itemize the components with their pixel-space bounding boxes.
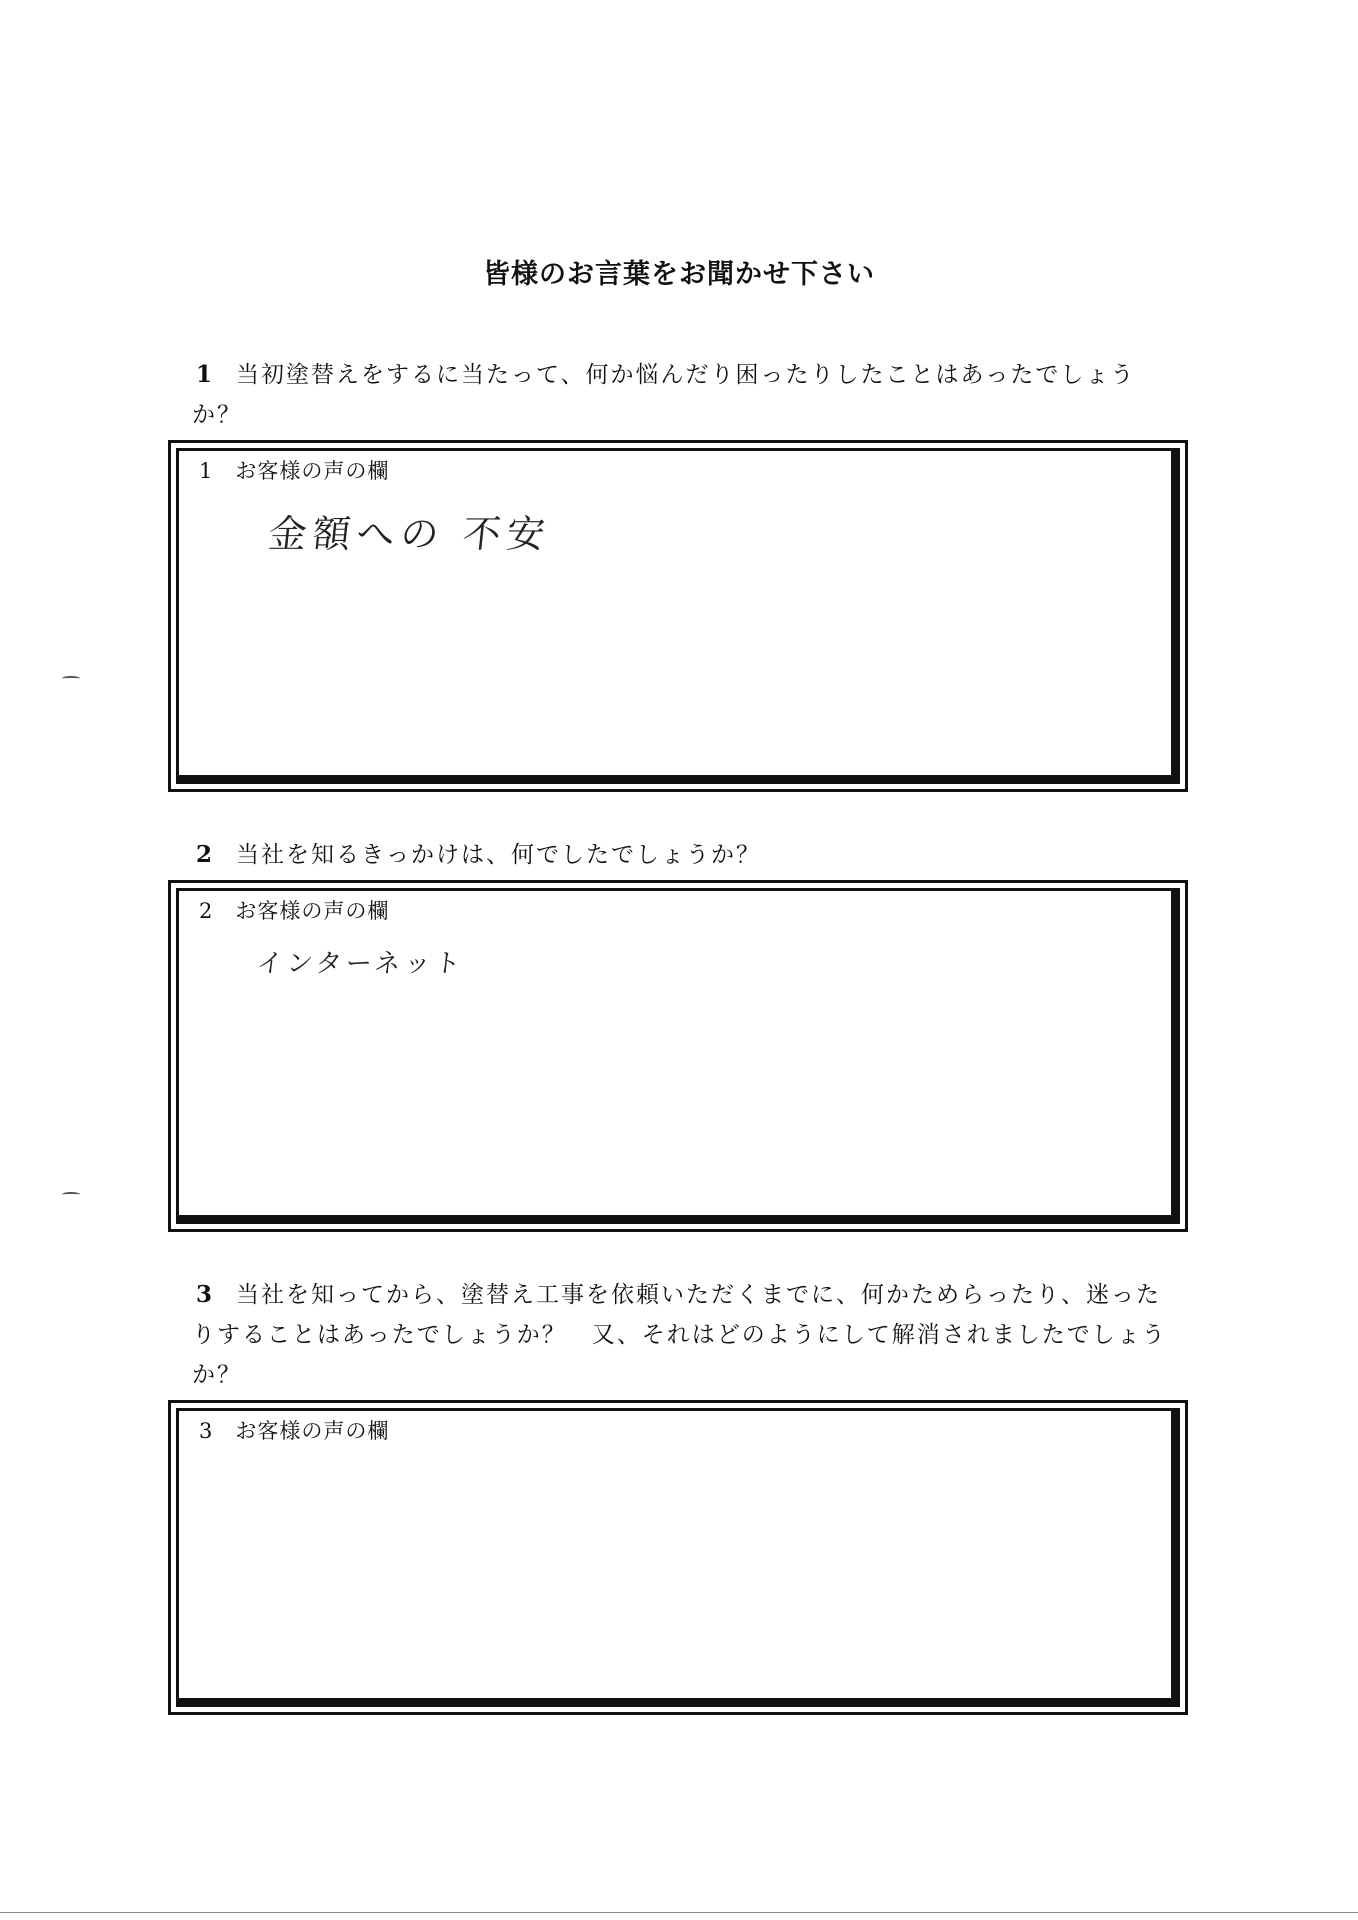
question-2-number: 2 [196,841,215,868]
question-3 [192,1275,1196,1395]
question-1-number: 1 [196,361,215,388]
question-2-line-1 [196,835,1196,875]
question-1 [192,355,1196,435]
question-3-line-1 [196,1275,1196,1315]
answer-box-1 [168,440,1188,792]
answer-box-1-number: 1 [199,459,214,483]
question-2-text: 当社を知るきっかけは、何でしたでしょうか？ [236,842,762,868]
question-1-line-2: か？ [192,402,242,428]
question-1-line-1 [196,355,1196,395]
answer-box-2-label-text: お客様の声の欄 [235,899,390,923]
answer-box-2-inner[interactable] [176,888,1180,1224]
answer-box-2-label [199,895,389,925]
question-3-line-2: りすることはあったでしょうか？ 又、それはどのようにして解消されましたでしょう [192,1322,1167,1348]
answer-box-1-label-text: お客様の声の欄 [235,459,390,483]
answer-box-3-label [199,1415,389,1445]
answer-box-1-label [199,455,389,485]
question-1-text: 当初塗替えをするに当たって、何か悩んだり困ったりしたことはあったでしょう [236,362,1136,388]
answer-2-handwriting: インターネット [255,949,466,979]
question-3-line-3: か？ [192,1362,242,1388]
answer-box-2 [168,880,1188,1232]
answer-box-3 [168,1400,1188,1715]
answer-box-2-number: 2 [199,899,214,923]
question-3-number: 3 [196,1281,215,1308]
margin-mark [62,676,80,681]
answer-1-handwriting: 金額への 不安 [266,512,554,556]
answer-box-3-label-text: お客様の声の欄 [235,1419,390,1443]
question-3-text: 当社を知ってから、塗替え工事を依頼いただくまでに、何かためらったり、迷った [236,1282,1162,1308]
question-2 [196,835,1196,875]
margin-mark [62,1192,80,1197]
answer-box-3-number: 3 [199,1419,214,1443]
answer-box-1-inner[interactable] [176,448,1180,784]
answer-box-3-inner[interactable] [176,1408,1180,1707]
page-title: 皆様のお言葉をお聞かせ下さい [483,259,875,290]
scan-edge-line [0,1912,1358,1913]
